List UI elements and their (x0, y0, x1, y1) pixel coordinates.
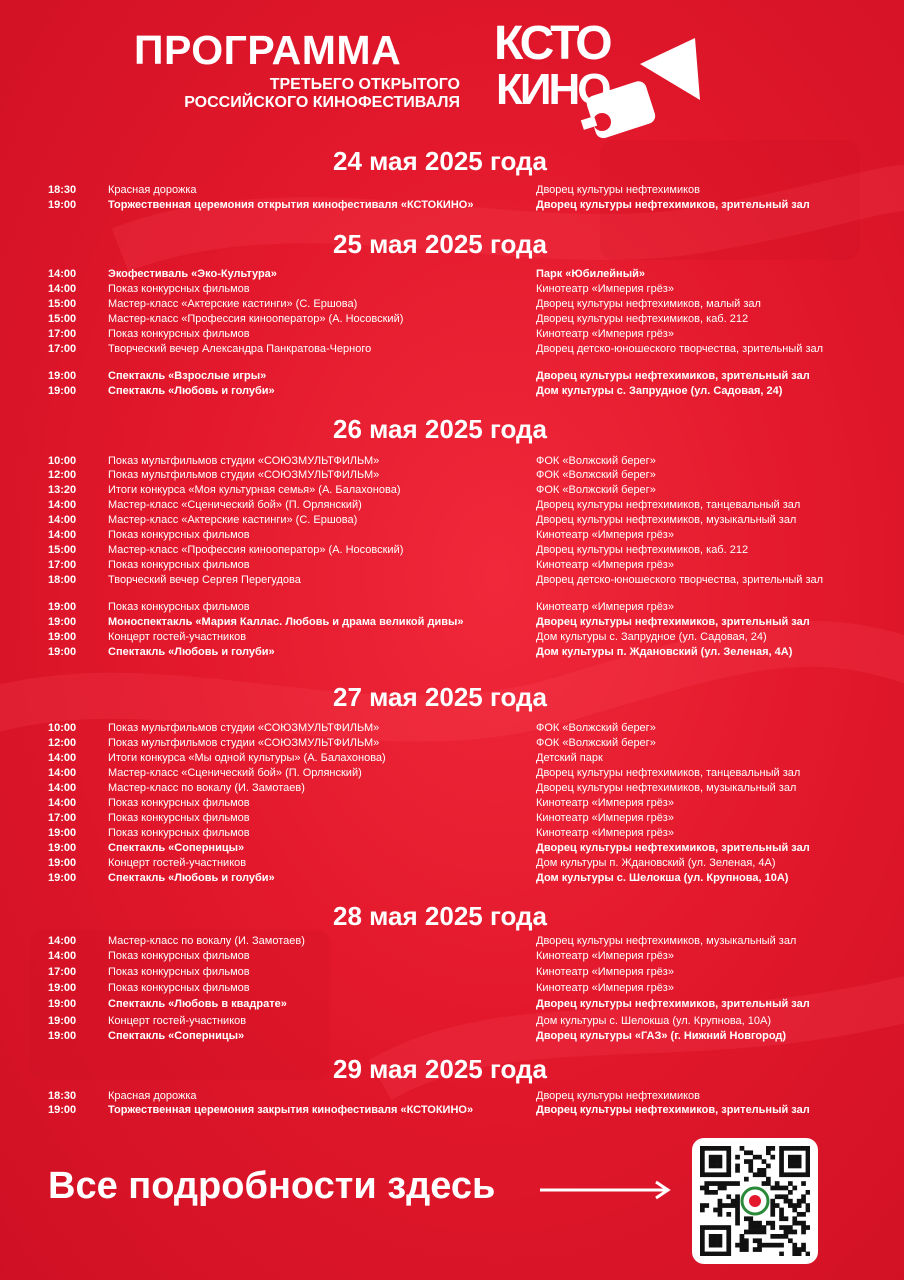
event-venue: Дворец культуры нефтехимиков, каб. 212 (536, 544, 749, 556)
event-venue: Дворец культуры нефтехимиков, зрительный зал (536, 998, 810, 1010)
event-time: 19:00 (48, 199, 77, 211)
schedule-row (0, 722, 904, 738)
event-time: 14:00 (48, 529, 77, 541)
event-title: Мастер-класс «Профессия кинооператор» (А. Носовский) (108, 544, 404, 556)
event-time: 19:00 (48, 827, 77, 839)
event-venue: Дворец культуры «ГАЗ» (г. Нижний Новгород) (536, 1030, 787, 1042)
event-venue: Дворец культуры нефтехимиков, музыкальный зал (536, 935, 797, 947)
event-venue: Кинотеатр «Империя грёз» (536, 827, 674, 839)
event-time: 14:00 (48, 950, 77, 962)
event-venue: Дворец детско-юношеского творчества, зрительный зал (536, 574, 824, 586)
event-title: Концерт гостей-участников (108, 631, 247, 643)
event-time: 18:00 (48, 574, 77, 586)
event-venue: Дворец культуры нефтехимиков, музыкальный зал (536, 514, 797, 526)
event-title: Показ конкурсных фильмов (108, 966, 250, 978)
event-title: Итоги конкурса «Мы одной культуры» (А. Балахонова) (108, 752, 386, 764)
event-time: 14:00 (48, 514, 77, 526)
event-title: Экофестиваль «Эко-Культура» (108, 268, 277, 280)
event-title: Показ конкурсных фильмов (108, 529, 250, 541)
schedule-row (0, 631, 904, 647)
event-time: 10:00 (48, 455, 77, 467)
schedule-row (0, 343, 904, 359)
schedule-row (0, 1015, 904, 1031)
event-time: 14:00 (48, 797, 77, 809)
event-title: Мастер-класс «Сценический бой» (П. Орлянский) (108, 499, 362, 511)
schedule-row (0, 842, 904, 858)
schedule-row (0, 268, 904, 284)
event-title: Творческий вечер Александра Панкратова-Черного (108, 343, 372, 355)
event-title: Показ конкурсных фильмов (108, 559, 250, 571)
event-title: Показ конкурсных фильмов (108, 601, 250, 613)
schedule-row (0, 1030, 904, 1046)
event-time: 12:00 (48, 737, 77, 749)
event-title: Показ конкурсных фильмов (108, 812, 250, 824)
event-time: 18:30 (48, 1090, 77, 1102)
event-time: 19:00 (48, 842, 77, 854)
kstokino-logo (490, 14, 710, 140)
event-venue: Дворец культуры нефтехимиков, танцевальный зал (536, 767, 801, 779)
event-title: Мастер-класс «Актерские кастинги» (С. Ершова) (108, 298, 358, 310)
schedule-row (0, 298, 904, 314)
event-time: 17:00 (48, 966, 77, 978)
event-time: 19:00 (48, 982, 77, 994)
event-venue: Кинотеатр «Империя грёз» (536, 328, 674, 340)
event-venue: Кинотеатр «Империя грёз» (536, 601, 674, 613)
schedule-row (0, 385, 904, 401)
schedule-row (0, 601, 904, 617)
event-venue: Детский парк (536, 752, 603, 764)
event-time: 14:00 (48, 935, 77, 947)
event-time: 19:00 (48, 1015, 77, 1027)
arrow-right-icon (540, 1178, 674, 1202)
event-venue: ФОК «Волжский берег» (536, 737, 656, 749)
day-title: 27 мая 2025 года (333, 682, 547, 712)
event-title: Красная дорожка (108, 1090, 197, 1102)
schedule-row (0, 283, 904, 299)
event-time: 19:00 (48, 385, 77, 397)
schedule-row (0, 827, 904, 843)
schedule-row (0, 646, 904, 662)
event-title: Спектакль «Любовь и голуби» (108, 385, 275, 397)
day-title: 25 мая 2025 года (333, 229, 547, 259)
day-title: 29 мая 2025 года (333, 1054, 547, 1084)
event-venue: Кинотеатр «Империя грёз» (536, 950, 674, 962)
event-title: Торжественная церемония открытия кинофестиваля «КСТОКИНО» (108, 199, 474, 211)
event-time: 19:00 (48, 631, 77, 643)
event-venue: Дом культуры с. Шелокша (ул. Крупнова, 10А) (536, 872, 789, 884)
schedule-row (0, 935, 904, 951)
event-title: Спектакль «Соперницы» (108, 842, 245, 854)
day-title: 28 мая 2025 года (333, 901, 547, 931)
event-title: Торжественная церемония закрытия кинофестиваля «КСТОКИНО» (108, 1104, 474, 1116)
event-title: Спектакль «Любовь в квадрате» (108, 998, 287, 1010)
header (0, 0, 904, 140)
day-title: 26 мая 2025 года (333, 414, 547, 444)
logo-text-top: КСТО (494, 17, 610, 70)
event-title: Спектакль «Взрослые игры» (108, 370, 267, 382)
event-title: Мастер-класс «Сценический бой» (П. Орлянский) (108, 767, 362, 779)
event-venue: Кинотеатр «Империя грёз» (536, 283, 674, 295)
schedule-row (0, 767, 904, 783)
event-time: 19:00 (48, 646, 77, 658)
event-time: 14:00 (48, 767, 77, 779)
subtitle-line-1: ТРЕТЬЕГО ОТКРЫТОГО (269, 76, 460, 93)
event-time: 19:00 (48, 998, 77, 1010)
event-title: Красная дорожка (108, 184, 197, 196)
schedule-row (0, 514, 904, 530)
schedule-row (0, 370, 904, 386)
event-time: 19:00 (48, 601, 77, 613)
event-time: 15:00 (48, 298, 77, 310)
event-time: 19:00 (48, 370, 77, 382)
event-title: Показ конкурсных фильмов (108, 827, 250, 839)
event-title: Мастер-класс «Профессия кинооператор» (А. Носовский) (108, 313, 404, 325)
schedule-row (0, 1104, 904, 1120)
event-venue: Кинотеатр «Империя грёз» (536, 982, 674, 994)
event-venue: Дворец культуры нефтехимиков, музыкальный зал (536, 782, 797, 794)
event-venue: Дворец культуры нефтехимиков (536, 184, 701, 196)
event-title: Итоги конкурса «Моя культурная семья» (А. Балахонова) (108, 484, 401, 496)
schedule-row (0, 184, 904, 200)
event-time: 18:30 (48, 184, 77, 196)
day-title: 24 мая 2025 года (333, 146, 547, 176)
event-title: Показ конкурсных фильмов (108, 283, 250, 295)
event-venue: ФОК «Волжский берег» (536, 722, 656, 734)
event-venue: Дворец культуры нефтехимиков, зрительный зал (536, 199, 810, 211)
event-venue: Кинотеатр «Империя грёз» (536, 529, 674, 541)
event-title: Показ конкурсных фильмов (108, 797, 250, 809)
event-venue: Дом культуры с. Запрудное (ул. Садовая, 24) (536, 631, 767, 643)
event-venue: Дворец культуры нефтехимиков, зрительный зал (536, 370, 810, 382)
event-venue: Дворец культуры нефтехимиков, зрительный зал (536, 1104, 810, 1116)
event-time: 12:00 (48, 469, 77, 481)
event-title: Показ мультфильмов студии «СОЮЗМУЛЬТФИЛЬМ» (108, 737, 380, 749)
schedule-row (0, 812, 904, 828)
event-venue: Кинотеатр «Империя грёз» (536, 966, 674, 978)
event-title: Показ мультфильмов студии «СОЮЗМУЛЬТФИЛЬМ» (108, 455, 380, 467)
event-venue: Кинотеатр «Империя грёз» (536, 812, 674, 824)
event-title: Показ конкурсных фильмов (108, 328, 250, 340)
event-title: Концерт гостей-участников (108, 857, 247, 869)
event-title: Мастер-класс по вокалу (И. Замотаев) (108, 935, 305, 947)
event-time: 14:00 (48, 752, 77, 764)
event-time: 17:00 (48, 328, 77, 340)
event-venue: Парк «Юбилейный» (536, 268, 645, 280)
schedule-row (0, 469, 904, 485)
event-title: Моноспектакль «Мария Каллас. Любовь и драма великой дивы» (108, 616, 464, 628)
event-title: Показ мультфильмов студии «СОЮЗМУЛЬТФИЛЬМ» (108, 722, 380, 734)
event-title: Спектакль «Любовь и голуби» (108, 646, 275, 658)
schedule-row (0, 752, 904, 768)
event-venue: Кинотеатр «Империя грёз» (536, 559, 674, 571)
event-time: 19:00 (48, 857, 77, 869)
event-time: 14:00 (48, 283, 77, 295)
event-time: 17:00 (48, 812, 77, 824)
qr-code[interactable] (692, 1138, 818, 1264)
schedule-row (0, 484, 904, 500)
event-time: 14:00 (48, 782, 77, 794)
event-venue: ФОК «Волжский берег» (536, 455, 656, 467)
event-title: Концерт гостей-участников (108, 1015, 247, 1027)
event-venue: ФОК «Волжский берег» (536, 469, 656, 481)
logo-text-bottom: КИНО (496, 65, 609, 114)
event-venue: Дом культуры с. Запрудное (ул. Садовая, 24) (536, 385, 783, 397)
event-title: Показ конкурсных фильмов (108, 982, 250, 994)
schedule-row (0, 966, 904, 982)
schedule-row (0, 499, 904, 515)
footer-text: Все подробности здесь (48, 1165, 496, 1207)
schedule-row (0, 857, 904, 873)
event-venue: Дворец культуры нефтехимиков, зрительный зал (536, 842, 810, 854)
event-venue: ФОК «Волжский берег» (536, 484, 656, 496)
schedule-row (0, 982, 904, 998)
event-time: 17:00 (48, 343, 77, 355)
schedule-row (0, 328, 904, 344)
event-venue: Дворец культуры нефтехимиков, зрительный зал (536, 616, 810, 628)
event-title: Творческий вечер Сергея Перегудова (108, 574, 301, 586)
event-title: Спектакль «Любовь и голуби» (108, 872, 275, 884)
schedule-row (0, 998, 904, 1014)
event-venue: Кинотеатр «Империя грёз» (536, 797, 674, 809)
event-time: 19:00 (48, 872, 77, 884)
subtitle-line-2: РОССИЙСКОГО КИНОФЕСТИВАЛЯ (184, 94, 460, 111)
event-time: 19:00 (48, 616, 77, 628)
event-title: Мастер-класс по вокалу (И. Замотаев) (108, 782, 305, 794)
schedule-row (0, 950, 904, 966)
schedule-row (0, 529, 904, 545)
schedule-row (0, 313, 904, 329)
schedule-row (0, 199, 904, 215)
event-time: 15:00 (48, 544, 77, 556)
schedule-row (0, 616, 904, 632)
schedule-row (0, 872, 904, 888)
event-title: Спектакль «Соперницы» (108, 1030, 245, 1042)
event-time: 10:00 (48, 722, 77, 734)
event-time: 17:00 (48, 559, 77, 571)
event-title: Показ мультфильмов студии «СОЮЗМУЛЬТФИЛЬМ» (108, 469, 380, 481)
event-venue: Дворец культуры нефтехимиков, малый зал (536, 298, 761, 310)
event-time: 19:00 (48, 1030, 77, 1042)
event-time: 13:20 (48, 484, 77, 496)
event-venue: Дворец культуры нефтехимиков (536, 1090, 701, 1102)
schedule-row (0, 797, 904, 813)
event-venue: Дом культуры с. Шелокша (ул. Крупнова, 10А) (536, 1015, 772, 1027)
schedule-row (0, 782, 904, 798)
event-time: 19:00 (48, 1104, 77, 1116)
event-venue: Дом культуры п. Ждановский (ул. Зеленая, 4А) (536, 857, 776, 869)
event-time: 14:00 (48, 499, 77, 511)
event-venue: Дворец культуры нефтехимиков, танцевальный зал (536, 499, 801, 511)
event-title: Мастер-класс «Актерские кастинги» (С. Ершова) (108, 514, 358, 526)
event-time: 15:00 (48, 313, 77, 325)
event-title: Показ конкурсных фильмов (108, 950, 250, 962)
qr-code-icon (700, 1146, 810, 1256)
schedule-row (0, 574, 904, 590)
event-venue: Дворец детско-юношеского творчества, зрительный зал (536, 343, 824, 355)
page-title: ПРОГРАММА (134, 27, 402, 73)
event-time: 14:00 (48, 268, 77, 280)
schedule-row (0, 559, 904, 575)
event-venue: Дом культуры п. Ждановский (ул. Зеленая, 4А) (536, 646, 793, 658)
schedule-row (0, 737, 904, 753)
event-venue: Дворец культуры нефтехимиков, каб. 212 (536, 313, 749, 325)
schedule-row (0, 544, 904, 560)
